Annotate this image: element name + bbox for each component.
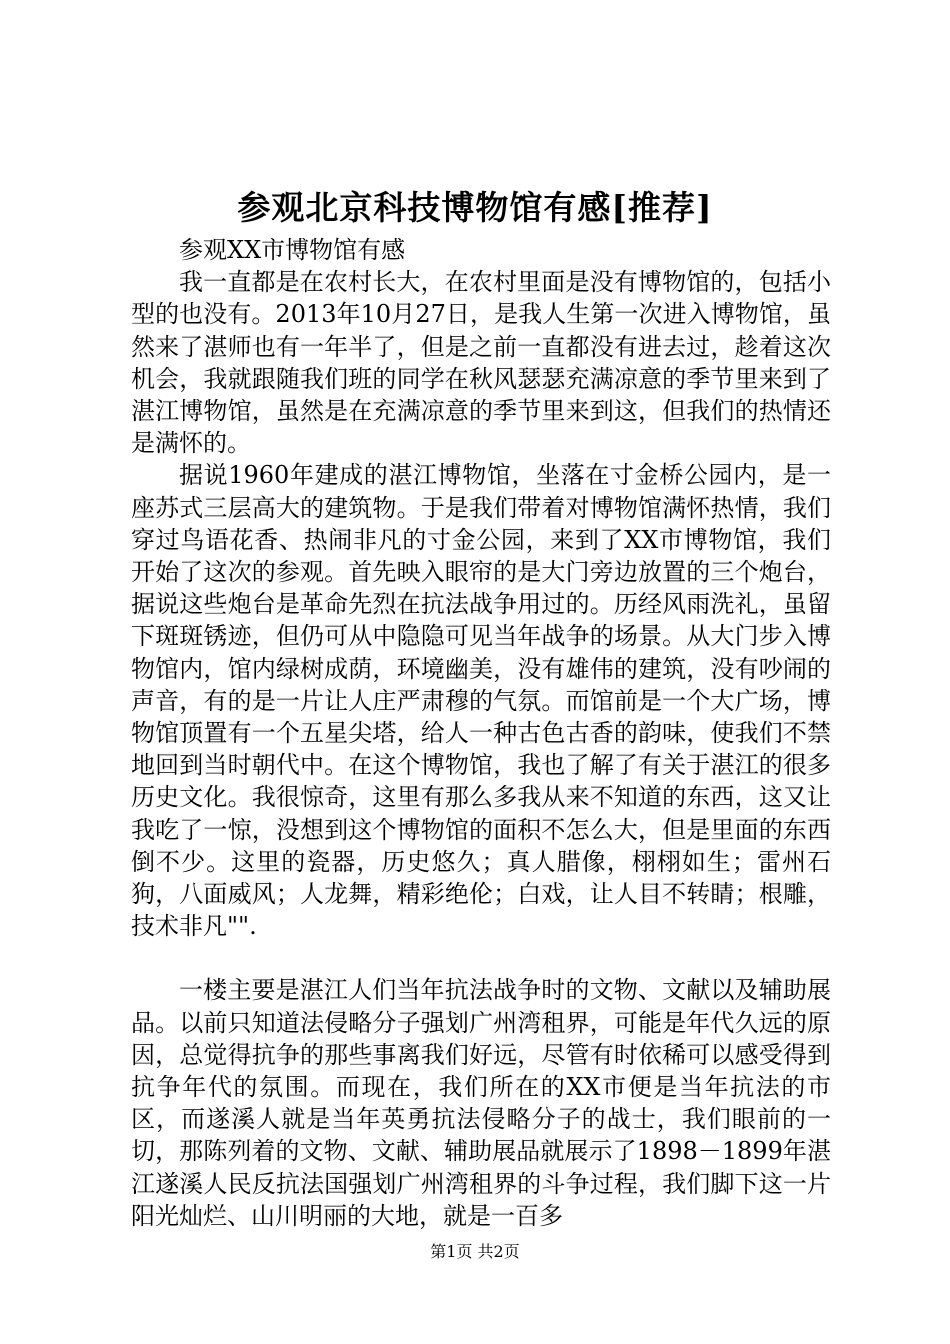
paragraph: 据说1960年建成的湛江博物馆，坐落在寸金桥公园内，是一座苏式三层高大的建筑物。于是我们带着对博物馆满怀热情，我们穿过鸟语花香、热闹非凡的寸金公园，来到了XX市博物馆，我们开始了这次的参观。首先映入眼帘的是大门旁边放置的三个炮台，据说这些炮台是革命先烈在抗法战争用过的。历经风雨洗礼，虽留下斑斑锈迹，但仍可从中隐隐可见当年战争的场景。从大门步入博物馆内，馆内绿树成荫，环境幽美，没有雄伟的建筑，没有吵闹的声音，有的是一片让人庄严肃穆的气氛。而馆前是一个大广场，博物馆顶置有一个五星尖塔，给人一种古色古香的韵味，使我们不禁地回到当时朝代中。在这个博物馆，我也了解了有关于湛江的很多历史文化。我很惊奇，这里有那么多我从来不知道的东西，这又让我吃了一惊，没想到这个博物馆的面积不怎么大，但是里面的东西倒不少。这里的瓷器，历史悠久；真人腊像，栩栩如生；雷州石狗，八面威风；人龙舞，精彩绝伦；白戏，让人目不转睛；根雕，技术非凡"".: [131, 461, 831, 941]
document-title: 参观北京科技博物馆有感[推荐]: [237, 188, 713, 227]
paragraph: 一楼主要是湛江人们当年抗法战争时的文物、文献以及辅助展品。以前只知道法侵略分子强划广州湾租界，可能是年代久远的原因，总觉得抗争的那些事离我们好远，尽管有时依稀可以感受得到抗争年代的氛围。而现在，我们所在的XX市便是当年抗法的市区，而遂溪人就是当年英勇抗法侵略分子的战士，我们眼前的一切，那陈列着的文物、文献、辅助展品就展示了1898－1899年湛江遂溪人民反抗法国强划广州湾租界的斗争过程，我们脚下这一片阳光灿烂、山川明丽的大地，就是一百多: [131, 976, 831, 1230]
paragraph-subtitle: 参观XX市博物馆有感: [179, 236, 406, 264]
page-footer: 第1页 共2页: [430, 1242, 520, 1261]
paragraph: 我一直都是在农村长大，在农村里面是没有博物馆的，包括小型的也没有。2013年10月27日，是我人生第一次进入博物馆，虽然来了湛师也有一年半了，但是之前一直都没有进去过，趁着这次机会，我就跟随我们班的同学在秋风瑟瑟充满凉意的季节里来到了湛江博物馆，虽然是在充满凉意的季节里来到这，但我们的热情还是满怀的。: [131, 268, 831, 458]
document-body: [131, 234, 831, 1232]
